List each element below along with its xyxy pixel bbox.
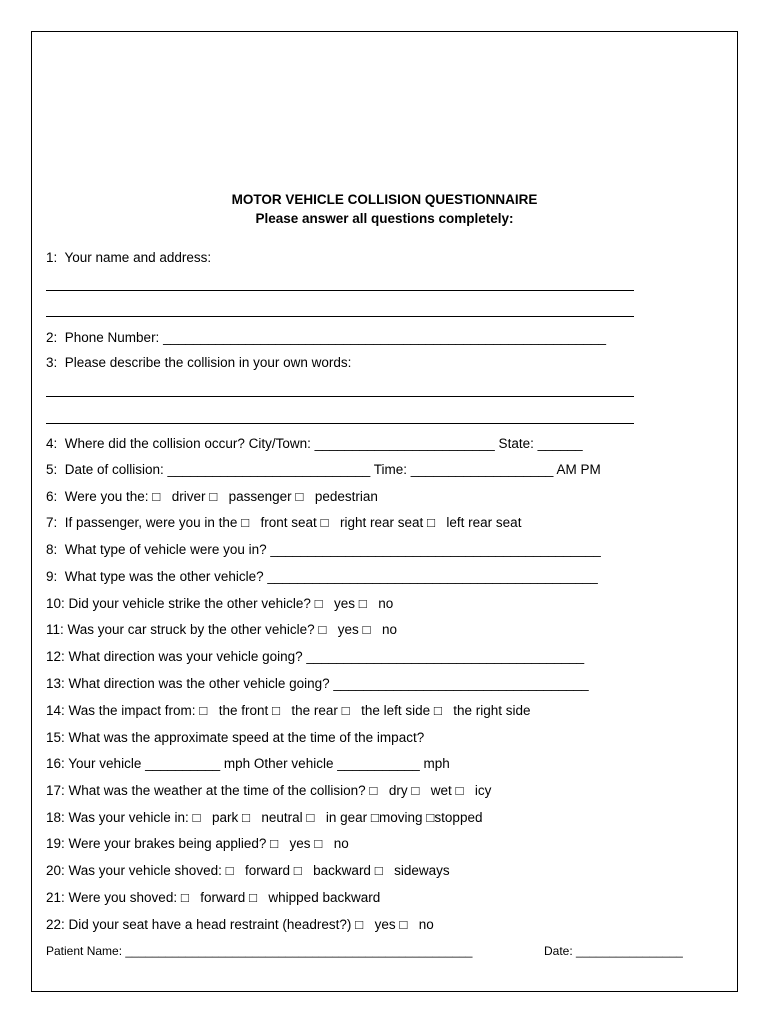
question-20: 20: Was your vehicle shoved: □ forward □ backward □ sideways (46, 863, 450, 878)
answer-line[interactable] (46, 290, 634, 291)
answer-line[interactable] (46, 396, 634, 397)
question-4: 4: Where did the collision occur? City/Town: ________________________ State: ______ (46, 436, 583, 451)
questionnaire-page (31, 31, 738, 992)
answer-line[interactable] (46, 423, 634, 424)
question-13: 13: What direction was the other vehicle going? __________________________________ (46, 676, 589, 691)
question-1: 1: Your name and address: (46, 250, 212, 265)
question-11: 11: Was your car struck by the other vehicle? □ yes □ no (46, 622, 397, 637)
question-17: 17: What was the weather at the time of the collision? □ dry □ wet □ icy (46, 783, 492, 798)
question-7: 7: If passenger, were you in the □ front seat □ right rear seat □ left rear seat (46, 515, 522, 530)
answer-line[interactable] (46, 316, 634, 317)
question-3: 3: Please describe the collision in your own words: (46, 355, 352, 370)
question-15: 15: What was the approximate speed at the time of the impact? (46, 730, 425, 745)
question-19: 19: Were your brakes being applied? □ yes □ no (46, 836, 349, 851)
question-2: 2: Phone Number: ___________________________________________________________ (46, 330, 607, 345)
question-9: 9: What type was the other vehicle? ____________________________________________ (46, 569, 598, 584)
question-8: 8: What type of vehicle were you in? ____________________________________________ (46, 542, 601, 557)
patient-name-field: Patient Name: ____________________________________________________ (46, 944, 473, 958)
question-16: 16: Your vehicle __________ mph Other vehicle ___________ mph (46, 756, 450, 771)
question-12: 12: What direction was your vehicle going? _____________________________________ (46, 649, 585, 664)
form-subtitle: Please answer all questions completely: (255, 211, 514, 226)
question-18: 18: Was your vehicle in: □ park □ neutral □ in gear □moving □stopped (46, 810, 483, 825)
question-10: 10: Did your vehicle strike the other vehicle? □ yes □ no (46, 596, 394, 611)
question-14: 14: Was the impact from: □ the front □ the rear □ the left side □ the right side (46, 703, 531, 718)
date-field: Date: ________________ (544, 944, 683, 958)
question-21: 21: Were you shoved: □ forward □ whipped backward (46, 890, 381, 905)
question-5: 5: Date of collision: ___________________________ Time: ___________________ AM PM (46, 462, 601, 477)
question-22: 22: Did your seat have a head restraint (headrest?) □ yes □ no (46, 917, 434, 932)
form-title: MOTOR VEHICLE COLLISION QUESTIONNAIRE (231, 192, 538, 207)
question-6: 6: Were you the: □ driver □ passenger □ pedestrian (46, 489, 378, 504)
